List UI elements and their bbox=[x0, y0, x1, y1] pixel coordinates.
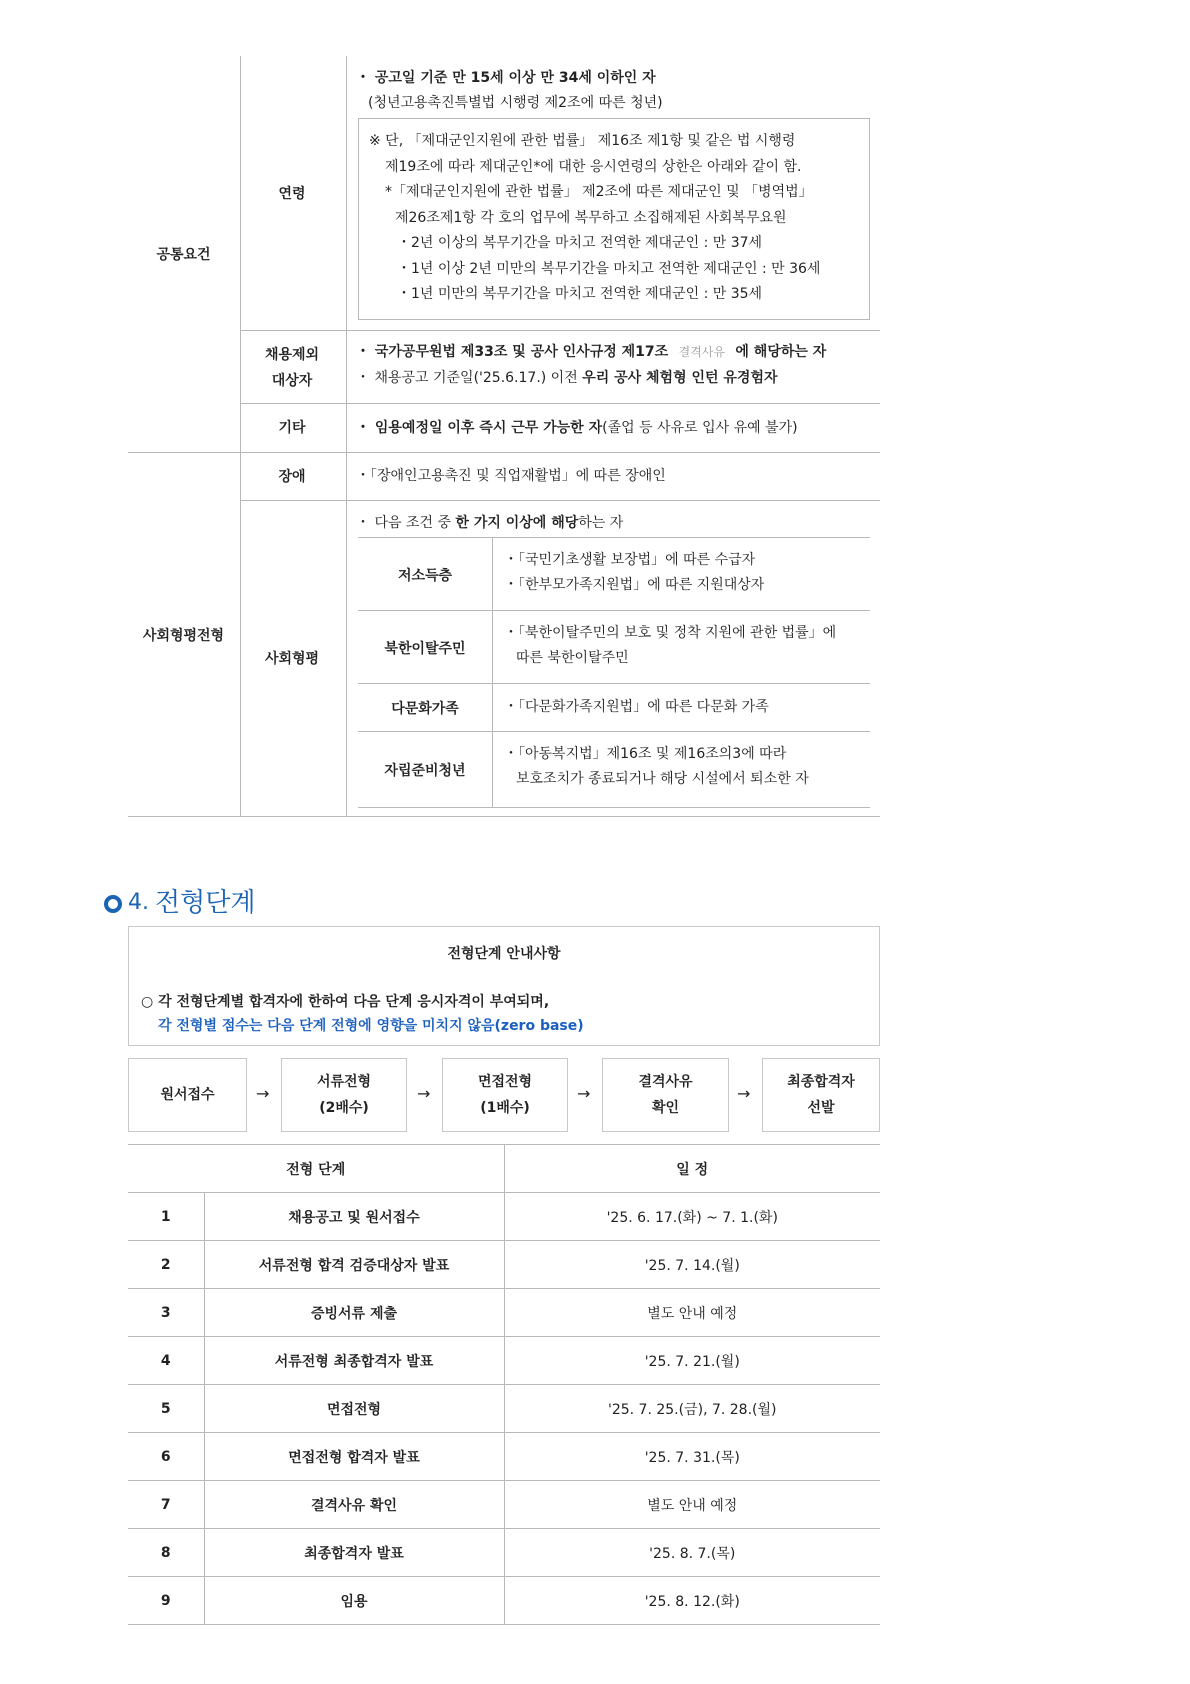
common-requirements-label: 공통요건 bbox=[156, 247, 211, 263]
row-stage: 채용공고 및 원서접수 bbox=[204, 1193, 504, 1241]
other-row bbox=[240, 404, 880, 452]
row-date: '25. 6. 17.(화) ~ 7. 1.(화) bbox=[504, 1193, 880, 1241]
table-row bbox=[128, 1385, 880, 1433]
row-stage: 서류전형 합격 검증대상자 발표 bbox=[204, 1241, 504, 1289]
social-equity-label: 사회형평전형 bbox=[142, 627, 225, 644]
exclusion-label bbox=[240, 331, 344, 404]
exclusion-row bbox=[240, 331, 880, 404]
table-bottom-border bbox=[128, 816, 880, 817]
row-stage: 증빙서류 제출 bbox=[204, 1289, 504, 1337]
exclusion-label-1: 채용제외 bbox=[264, 346, 320, 363]
selection-info-box bbox=[128, 926, 880, 1046]
table-row bbox=[128, 1529, 880, 1577]
subtable-row-line: ・「다문화가족지원법」에 따른 다문화 가족 bbox=[504, 699, 769, 715]
table-row bbox=[128, 1481, 880, 1529]
note-line: ・1년 이상 2년 미만의 복무기간을 마치고 전역한 제대군인 : 만 36세 bbox=[397, 261, 821, 277]
row-number: 4 bbox=[128, 1337, 204, 1385]
row-stage: 결격사유 확인 bbox=[204, 1481, 504, 1529]
disability-label: 장애 bbox=[278, 469, 306, 485]
other-label: 기타 bbox=[278, 420, 306, 436]
flow-step: 결격사유 확인 bbox=[602, 1058, 729, 1132]
section-title: 전형단계 bbox=[155, 888, 256, 918]
row-date: '25. 7. 31.(목) bbox=[504, 1433, 880, 1481]
row-date: '25. 8. 7.(목) bbox=[504, 1529, 880, 1577]
row-date: '25. 7. 21.(월) bbox=[504, 1337, 880, 1385]
note-line: 제19조에 따라 제대군인*에 대한 응시연령의 상한은 아래와 같이 함. bbox=[385, 159, 802, 175]
info-line-2: 각 전형별 점수는 다음 단계 전형에 영향을 미치지 않음(zero base) bbox=[158, 1018, 584, 1034]
row-number: 5 bbox=[128, 1385, 204, 1433]
age-label: 연령 bbox=[278, 185, 306, 202]
row-number: 6 bbox=[128, 1433, 204, 1481]
section-number: 4. bbox=[128, 890, 149, 915]
other-text: ・ 임용예정일 이후 즉시 근무 가능한 자(졸업 등 사유로 입사 유예 불가) bbox=[356, 420, 798, 436]
row-date: '25. 7. 14.(월) bbox=[504, 1241, 880, 1289]
header-date: 일 정 bbox=[504, 1145, 880, 1193]
disqualification-tag: 결격사유 bbox=[678, 345, 725, 359]
table-row bbox=[128, 1337, 880, 1385]
row-number: 7 bbox=[128, 1481, 204, 1529]
subtable-row-line: ・「한부모가족지원법」에 따른 지원대상자 bbox=[504, 577, 765, 593]
flow-step: 면접전형 (1배수) bbox=[442, 1058, 568, 1132]
note-line: ・2년 이상의 복무기간을 마치고 전역한 제대군인 : 만 37세 bbox=[397, 235, 763, 251]
subtable-row-line: ・「아동복지법」제16조 및 제16조의3에 따라 bbox=[504, 746, 787, 762]
row-date: '25. 8. 12.(화) bbox=[504, 1577, 880, 1625]
disability-row bbox=[240, 453, 880, 501]
equity-intro: ・ 다음 조건 중 한 가지 이상에 해당하는 자 bbox=[356, 515, 624, 531]
row-number: 1 bbox=[128, 1193, 204, 1241]
arrow-right-icon: → bbox=[737, 1084, 751, 1103]
note-line: 제26조제1항 각 호의 업무에 복무하고 소집해제된 사회복무요원 bbox=[395, 210, 787, 226]
subtable-row bbox=[358, 732, 870, 808]
exclusion-label-2: 대상자 bbox=[271, 372, 313, 389]
subtable-row-line: 따른 북한이탈주민 bbox=[516, 650, 629, 666]
table-row bbox=[128, 1241, 880, 1289]
table-row bbox=[128, 1289, 880, 1337]
flow-step: 최종합격자 선발 bbox=[762, 1058, 880, 1132]
row-number: 2 bbox=[128, 1241, 204, 1289]
flow-step: 원서접수 bbox=[128, 1058, 247, 1132]
disability-text: ・「장애인고용촉진 및 직업재활법」에 따른 장애인 bbox=[356, 468, 666, 484]
arrow-right-icon: → bbox=[256, 1084, 270, 1103]
arrow-right-icon: → bbox=[417, 1084, 431, 1103]
table-row bbox=[128, 1433, 880, 1481]
row-date: '25. 7. 25.(금), 7. 28.(월) bbox=[504, 1385, 880, 1433]
subtable-row-name: 자립준비청년 bbox=[384, 763, 466, 779]
veteran-note-box bbox=[358, 118, 870, 320]
subtable-row-name: 저소득층 bbox=[397, 567, 453, 584]
table-row bbox=[128, 1193, 880, 1241]
row-number: 8 bbox=[128, 1529, 204, 1577]
note-line: ※ 단, 「제대군인지원에 관한 법률」 제16조 제1항 및 같은 법 시행령 bbox=[369, 133, 796, 149]
info-line-1: ○ 각 전형단계별 합격자에 한하여 다음 단계 응시자격이 부여되며, bbox=[141, 994, 550, 1010]
row-stage: 임용 bbox=[204, 1577, 504, 1625]
equity-row bbox=[240, 501, 880, 816]
row-date: 별도 안내 예정 bbox=[504, 1481, 880, 1529]
schedule-header-row bbox=[128, 1145, 880, 1193]
age-row bbox=[240, 56, 880, 331]
exclusion-line-2: ・ 채용공고 기준일('25.6.17.) 이전 우리 공사 체험형 인턴 유경험자 bbox=[356, 370, 778, 386]
row-stage: 면접전형 bbox=[204, 1385, 504, 1433]
row-stage: 최종합격자 발표 bbox=[204, 1529, 504, 1577]
subtable-row-name: 북한이탈주민 bbox=[384, 640, 466, 657]
age-sub-text: (청년고용촉진특별법 시행령 제2조에 따른 청년) bbox=[368, 95, 663, 111]
equity-label: 사회형평 bbox=[264, 650, 320, 667]
table-row bbox=[128, 1577, 880, 1625]
note-line: *「제대군인지원에 관한 법률」 제2조에 따른 제대군인 및 「병역법」 bbox=[385, 184, 813, 200]
row-number: 9 bbox=[128, 1577, 204, 1625]
age-main-text: ・ 공고일 기준 만 15세 이상 만 34세 이하인 자 bbox=[356, 70, 656, 86]
note-line: ・1년 미만의 복무기간을 마치고 전역한 제대군인 : 만 35세 bbox=[397, 286, 763, 302]
row-stage: 서류전형 최종합격자 발표 bbox=[204, 1337, 504, 1385]
info-title: 전형단계 안내사항 bbox=[447, 946, 561, 962]
header-stage: 전형 단계 bbox=[128, 1145, 504, 1193]
flow-step: 서류전형 (2배수) bbox=[281, 1058, 407, 1132]
arrow-right-icon: → bbox=[577, 1084, 591, 1103]
row-stage: 면접전형 합격자 발표 bbox=[204, 1433, 504, 1481]
subtable-row-line: ・「북한이탈주민의 보호 및 정착 지원에 관한 법률」에 bbox=[504, 625, 837, 641]
row-date: 별도 안내 예정 bbox=[504, 1289, 880, 1337]
subtable-row bbox=[358, 538, 870, 611]
subtable-row-line: 보호조치가 종료되거나 해당 시설에서 퇴소한 자 bbox=[516, 771, 809, 787]
subtable-row bbox=[358, 611, 870, 684]
schedule-table bbox=[128, 1144, 880, 1625]
exclusion-line-1: ・ 국가공무원법 제33조 및 공사 인사규정 제17조 결격사유 에 해당하는 자 bbox=[356, 344, 827, 360]
subtable-row bbox=[358, 684, 870, 732]
subtable-row-line: ・「국민기초생활 보장법」에 따른 수급자 bbox=[504, 552, 756, 568]
circle-bullet-icon bbox=[104, 895, 122, 913]
subtable-row-name: 다문화가족 bbox=[391, 701, 459, 717]
section-heading bbox=[104, 882, 255, 919]
row-number: 3 bbox=[128, 1289, 204, 1337]
equity-subtable bbox=[358, 537, 870, 787]
